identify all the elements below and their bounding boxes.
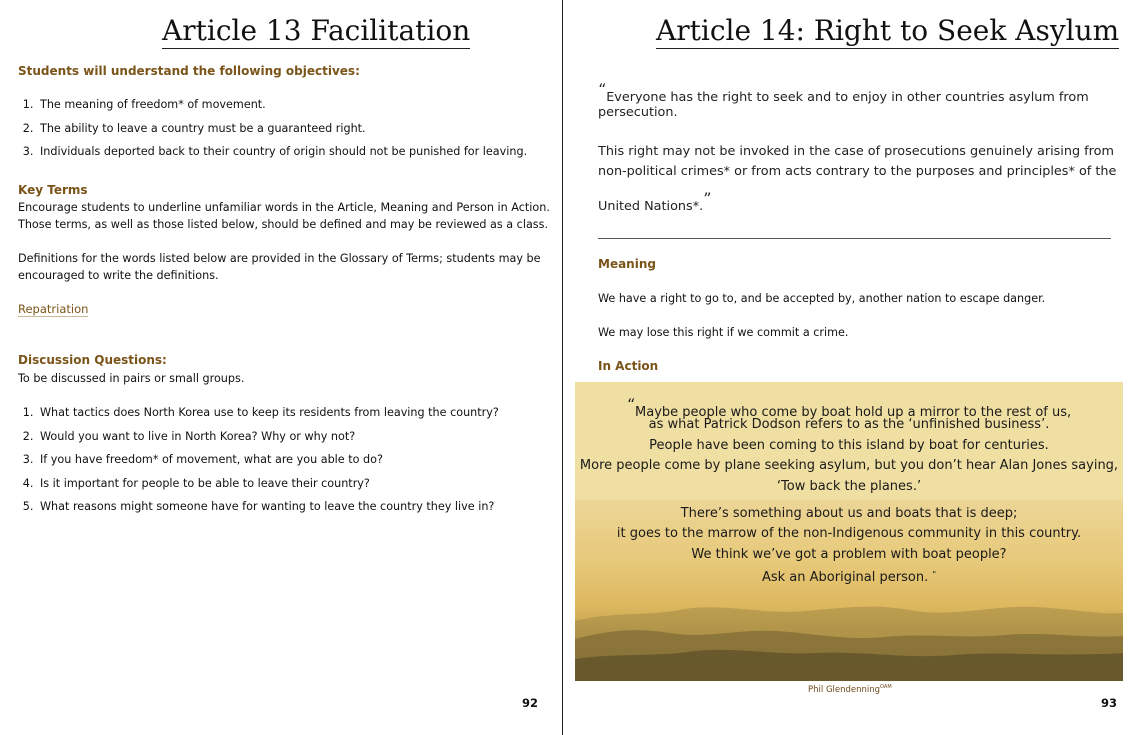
list-item: 3. If you have freedom* of movement, what are you able to do?	[37, 453, 499, 477]
key-terms-text: Encourage students to underline unfamiliar words in the Article, Meaning and Person in Action.	[18, 201, 550, 214]
objectives-list	[3, 98, 527, 169]
section-divider	[598, 238, 1111, 239]
questions-list	[3, 406, 499, 524]
close-quote-mark: ”	[703, 189, 712, 208]
page-number: 93	[1101, 696, 1118, 710]
meaning-heading: Meaning	[598, 257, 656, 271]
open-quote-mark: “	[598, 80, 607, 99]
page-title: Article 13 Facilitation	[162, 14, 471, 47]
list-item: 2. The ability to leave a country must be a guaranteed right.	[37, 122, 527, 146]
list-item: 3. Individuals deported back to their country of origin should not be punished for leaving.	[37, 145, 527, 169]
article-quote-line: “Everyone has the right to seek and to enjoy in other countries asylum from	[598, 80, 1089, 105]
objectives-heading: Students will understand the following objectives:	[18, 64, 360, 78]
list-item: 2. Would you want to live in North Korea? Why or why not?	[37, 430, 499, 454]
image-caption: Phil Glendenning$^{OAM}$	[808, 684, 892, 695]
in-action-heading: In Action	[598, 359, 659, 373]
banner-quote-line: it goes to the marrow of the non-Indigenous community in this country.	[616, 526, 1082, 542]
banner-quote-line: More people come by plane seeking asylum, but you don’t hear Alan Jones saying,	[579, 458, 1119, 474]
banner-quote-bottom	[575, 504, 1123, 586]
banner-quote-line: There’s something about us and boats that is deep;	[680, 506, 1018, 521]
list-item: 5. What reasons might someone have for wanting to leave the country they live in?	[37, 500, 499, 524]
definitions-text: Definitions for the words listed below are provided in the Glossary of Terms; students may be	[18, 252, 541, 265]
banner-quote-top	[575, 395, 1123, 497]
banner-quote-line: ‘Tow back the planes.’	[776, 478, 922, 494]
banner-quote-line: “Maybe people who come by boat hold up a mirror to the rest of us,	[626, 395, 1072, 420]
quote-banner	[575, 382, 1123, 681]
discussion-heading: Discussion Questions:	[18, 353, 167, 367]
banner-quote-line: as what Patrick Dodson refers to as the ‘unfinished business’.	[648, 417, 1050, 433]
right-page	[565, 0, 1133, 735]
meaning-text: We may lose this right if we commit a crime.	[598, 326, 849, 339]
banner-quote-line: We think we’ve got a problem with boat people?	[691, 546, 1007, 562]
article-quote-line: persecution.	[598, 105, 678, 120]
meaning-text: We have a right to go to, and be accepted by, another nation to escape danger.	[598, 292, 1046, 305]
list-item: 1. The meaning of freedom* of movement.	[37, 98, 527, 122]
list-item: 1. What tactics does North Korea use to keep its residents from leaving the country?	[37, 406, 499, 430]
page-divider	[562, 0, 563, 735]
glossary-term-link[interactable]: Repatriation	[18, 302, 89, 316]
open-quote-mark: “	[626, 395, 636, 414]
definitions-text: encouraged to write the definitions.	[18, 269, 219, 282]
key-terms-text: Those terms, as well as those listed below, should be defined and may be reviewed as a class.	[18, 218, 549, 231]
article-quote-line: United Nations*.”	[598, 189, 712, 214]
article-quote-line: This right may not be invoked in the case of prosecutions genuinely arising from	[598, 144, 1114, 159]
page-title: Article 14: Right to Seek Asylum	[656, 14, 1120, 47]
banner-quote-line: People have been coming to this island by boat for centuries.	[649, 437, 1049, 453]
banner-quote-line: Ask an Aboriginal person. "	[761, 570, 937, 586]
close-quote-mark: "	[932, 570, 937, 580]
list-item: 4. Is it important for people to be able to leave their country?	[37, 477, 499, 501]
key-terms-heading: Key Terms	[18, 183, 88, 197]
article-quote-line: non-political crimes* or from acts contrary to the purposes and principles* of the	[598, 164, 1117, 179]
left-page	[0, 0, 562, 735]
discussion-intro: To be discussed in pairs or small groups.	[18, 372, 245, 385]
landscape-image	[575, 581, 1123, 681]
page-number: 92	[522, 696, 539, 710]
